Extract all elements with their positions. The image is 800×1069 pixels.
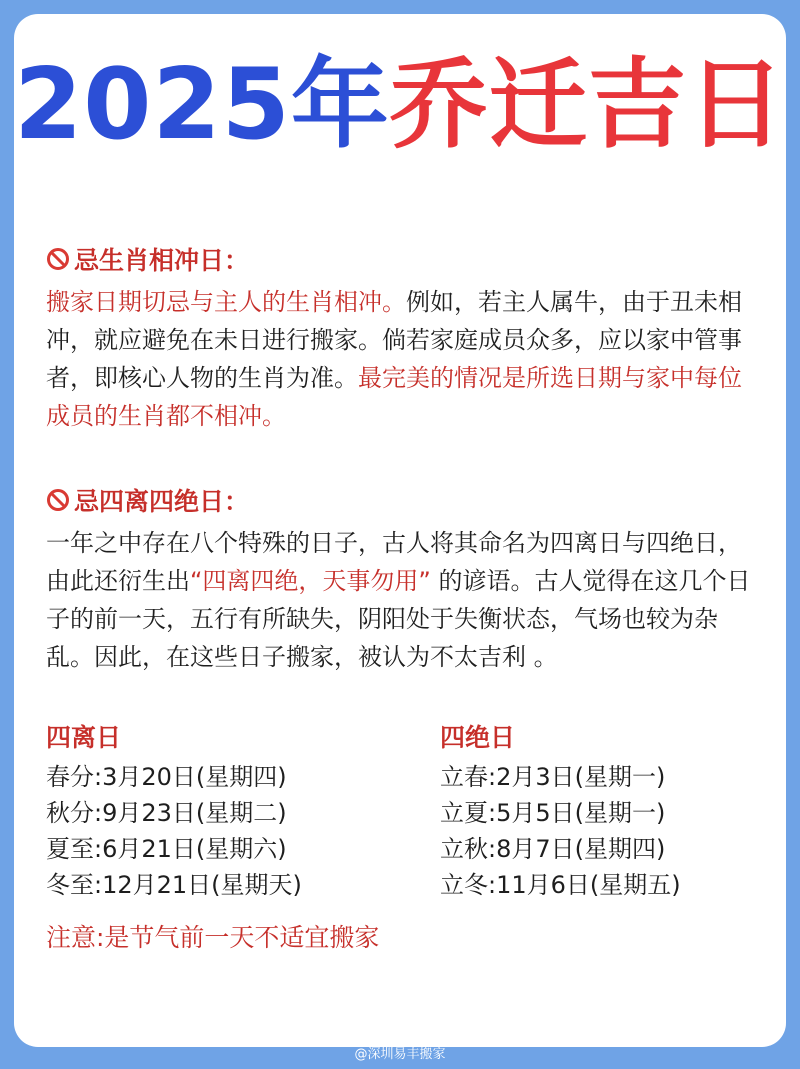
section-heading-sili-sijue — [46, 482, 249, 518]
para-text: 的谚语。古人觉得在这几个日子的前一天，五行有所缺失，阴阳处于失衡状态，气场也较为杂乱。因此，在这些日子搬家，被认为不太吉利 。 — [46, 567, 751, 671]
para-highlight: 最完美的情况是所选日期与家中每位成员的生肖都不相冲。 — [46, 364, 742, 430]
list-item: 春分:3月20日(星期四) — [46, 763, 287, 791]
sili-list — [46, 759, 302, 903]
ban-icon — [46, 247, 70, 271]
para-quote: “四离四绝，天事勿用” — [190, 567, 431, 595]
note-text: 注意:是节气前一天不适宜搬家 — [46, 923, 380, 952]
list-item: 秋分:9月23日(星期二) — [46, 799, 287, 827]
list-item: 立夏:5月5日(星期一) — [440, 799, 666, 827]
para-highlight: 搬家日期切忌与主人的生肖相冲。 — [46, 288, 406, 316]
ban-icon — [46, 488, 70, 512]
para-text: 例如，若主人属牛，由于丑未相冲，就应避免在未日进行搬家。倘若家庭成员众多，应以家中管事者，即核心人物的生肖为准。 — [46, 288, 742, 392]
list-item: 立春:2月3日(星期一) — [440, 763, 666, 791]
sijue-list — [440, 759, 681, 903]
title-topic: 乔迁吉日 — [389, 48, 786, 162]
section-heading-text: 忌四离四绝日： — [74, 487, 250, 516]
title-year: 2025年 — [14, 48, 390, 162]
section-heading-text: 忌生肖相冲日： — [74, 246, 250, 275]
list-item: 冬至:12月21日(星期天) — [46, 871, 302, 899]
list-item: 立秋:8月7日(星期四) — [440, 835, 666, 863]
list-item: 夏至:6月21日(星期六) — [46, 835, 287, 863]
list-item: 立冬:11月6日(星期五) — [440, 871, 681, 899]
zodiac-paragraph — [46, 283, 760, 435]
sili-sijue-paragraph — [46, 524, 760, 676]
page-title — [0, 50, 800, 160]
sili-title: 四离日 — [46, 723, 122, 752]
sijue-title: 四绝日 — [440, 723, 516, 752]
para-text: 一年之中存在八个特殊的日子，古人将其命名为四离日与四绝日，由此还衍生出 — [46, 529, 742, 595]
section-heading-zodiac — [46, 241, 249, 277]
watermark: @深圳易丰搬家 — [354, 1047, 446, 1062]
